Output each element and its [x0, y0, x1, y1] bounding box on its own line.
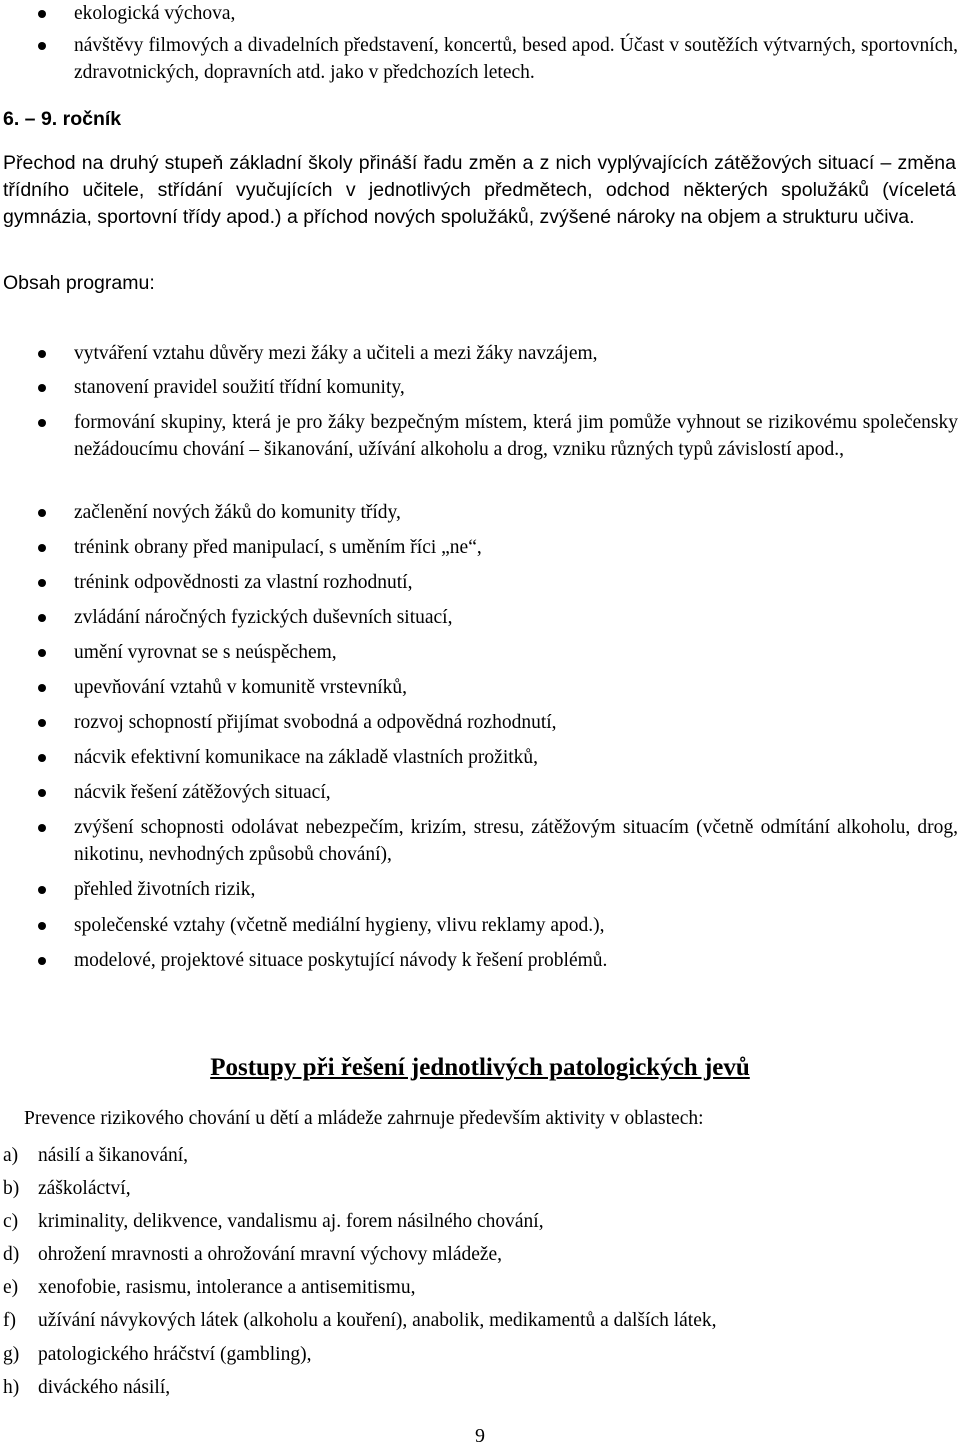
- area-text: užívání návykových látek (alkoholu a kouření), anabolik, medikamentů a dalších látek,: [38, 1310, 717, 1331]
- area-label: g): [3, 1344, 20, 1365]
- bullet-icon: [38, 350, 46, 358]
- area-text: záškoláctví,: [38, 1178, 131, 1199]
- list-item-text: trénink odpovědnosti za vlastní rozhodnutí,: [74, 572, 413, 593]
- list-item: [38, 744, 958, 771]
- list-item: [38, 604, 958, 631]
- list-item-text: začlenění nových žáků do komunity třídy,: [74, 502, 401, 523]
- area-item: [3, 1175, 131, 1202]
- bullet-icon: [38, 419, 46, 427]
- bullet-icon: [38, 10, 46, 18]
- area-text: patologického hráčství (gambling),: [38, 1344, 312, 1365]
- area-label: d): [3, 1244, 20, 1265]
- area-item: [3, 1307, 717, 1334]
- area-text: diváckého násilí,: [38, 1377, 171, 1398]
- list-item: [38, 340, 958, 367]
- bullet-icon: [38, 579, 46, 587]
- list-item: [38, 499, 958, 526]
- list-item-text: trénink obrany před manipulací, s uměním říci „ne“,: [74, 537, 482, 558]
- area-item: [3, 1341, 311, 1368]
- list-item: [38, 639, 958, 666]
- list-item: [38, 912, 958, 939]
- intro-paragraph: Přechod na druhý stupeň základní školy přináší řadu změn a z nich vyplývajících zátěžových situací – změna třídního učitele, střídání vyučujících v jednotlivých předmětech, odchod některých spolužáků (víceletá gymnázia, sportovní třídy apod.) a příchod nových spolužáků, zvýšené nároky na objem a strukturu učiva.: [3, 152, 956, 228]
- list-item: [38, 569, 958, 596]
- area-text: kriminality, delikvence, vandalismu aj. forem násilného chování,: [38, 1211, 544, 1232]
- section-title: Postupy při řešení jednotlivých patologických jevů: [210, 1054, 750, 1081]
- list-item: [38, 0, 958, 27]
- bullet-icon: [38, 922, 46, 930]
- bullet-icon: [38, 886, 46, 894]
- area-text: násilí a šikanování,: [38, 1145, 189, 1166]
- bullet-icon: [38, 789, 46, 797]
- list-item: [38, 409, 958, 463]
- area-item: [3, 1241, 502, 1268]
- list-item-text: modelové, projektové situace poskytující návody k řešení problémů.: [74, 950, 608, 971]
- list-item: [38, 374, 958, 401]
- list-item-text: zvýšení schopnosti odolávat nebezpečím, krizím, stresu, zátěžovým situacím (včetně odmítání alkoholu, drog, nikotinu, nevhodných způsobů chování),: [74, 817, 958, 865]
- list-item: [38, 709, 958, 736]
- area-label: a): [3, 1145, 19, 1166]
- bullet-icon: [38, 384, 46, 392]
- area-label: h): [3, 1377, 20, 1398]
- grade-heading: 6. – 9. ročník: [3, 108, 122, 130]
- list-item: [38, 947, 958, 974]
- section-intro: Prevence rizikového chování u dětí a mládeže zahrnuje především aktivity v oblastech:: [24, 1108, 704, 1129]
- page-number: 9: [475, 1425, 485, 1447]
- area-item: [3, 1142, 188, 1169]
- bullet-icon: [38, 684, 46, 692]
- list-item-text: rozvoj schopností přijímat svobodná a odpovědná rozhodnutí,: [74, 712, 557, 733]
- list-item: [38, 534, 958, 561]
- list-item-text: zvládání náročných fyzických duševních situací,: [74, 607, 453, 628]
- list-item: [38, 814, 958, 868]
- bullet-icon: [38, 544, 46, 552]
- area-label: e): [3, 1277, 19, 1298]
- list-item-text: návštěvy filmových a divadelních představení, koncertů, besed apod. Účast v soutěžích výtvarných, sportovních, zdravotnických, dopravních atd. jako v předchozích letech.: [74, 35, 958, 83]
- bullet-icon: [38, 649, 46, 657]
- area-text: ohrožení mravnosti a ohrožování mravní výchovy mládeže,: [38, 1244, 503, 1265]
- area-label: f): [3, 1310, 16, 1331]
- list-item: [38, 779, 958, 806]
- bullet-icon: [38, 824, 46, 832]
- bullet-icon: [38, 42, 46, 50]
- list-item-text: vytváření vztahu důvěry mezi žáky a učiteli a mezi žáky navzájem,: [74, 343, 598, 364]
- list-item-text: upevňování vztahů v komunitě vrstevníků,: [74, 677, 408, 698]
- list-item-text: společenské vztahy (včetně mediální hygieny, vlivu reklamy apod.),: [74, 915, 605, 936]
- list-item-text: stanovení pravidel soužití třídní komunity,: [74, 377, 405, 398]
- list-item: [38, 876, 958, 903]
- list-item-text: nácvik řešení zátěžových situací,: [74, 782, 331, 803]
- area-label: c): [3, 1211, 19, 1232]
- list-item-text: přehled životních rizik,: [74, 879, 256, 900]
- list-item: [38, 674, 958, 701]
- area-text: xenofobie, rasismu, intolerance a antisemitismu,: [38, 1277, 416, 1298]
- list-item-text: ekologická výchova,: [74, 3, 236, 24]
- area-item: [3, 1274, 415, 1301]
- list-item-text: umění vyrovnat se s neúspěchem,: [74, 642, 337, 663]
- bullet-icon: [38, 719, 46, 727]
- program-label: Obsah programu:: [3, 272, 155, 294]
- bullet-icon: [38, 957, 46, 965]
- bullet-icon: [38, 754, 46, 762]
- bullet-icon: [38, 509, 46, 517]
- area-item: [3, 1374, 170, 1401]
- area-item: [3, 1208, 544, 1235]
- list-item-text: formování skupiny, která je pro žáky bezpečným místem, která jim pomůže vyhnout se rizikovému společensky nežádoucímu chování – šikanování, užívání alkoholu a drog, vzniku různých typů závislostí apod.,: [74, 412, 958, 460]
- area-label: b): [3, 1178, 20, 1199]
- list-item-text: nácvik efektivní komunikace na základě vlastních prožitků,: [74, 747, 539, 768]
- list-item: [38, 32, 958, 86]
- bullet-icon: [38, 614, 46, 622]
